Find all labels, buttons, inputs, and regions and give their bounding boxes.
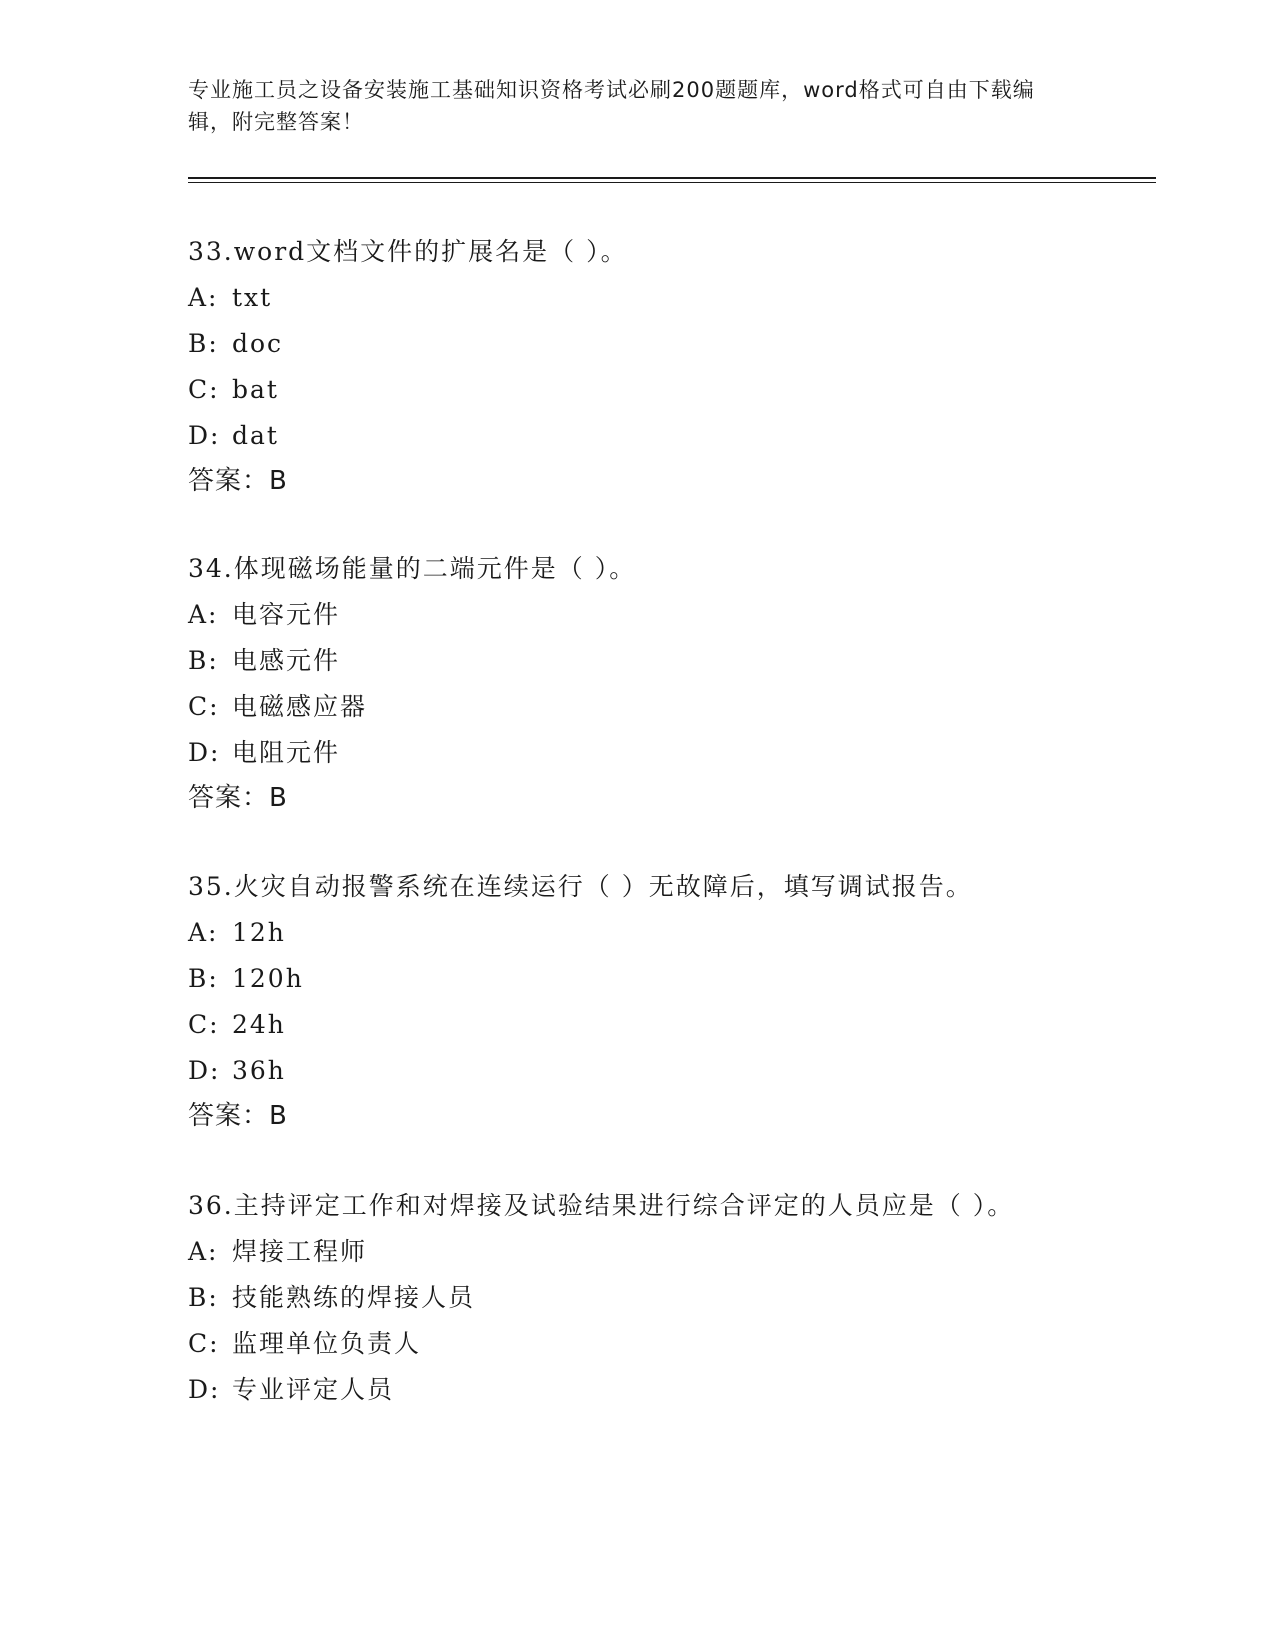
option-text: 监理单位负责人 — [232, 1329, 422, 1358]
question-34 — [188, 546, 1088, 820]
option-text: dat — [232, 421, 279, 450]
option-text: 电阻元件 — [232, 738, 341, 767]
option-text: 12h — [232, 918, 286, 947]
question-stem: 34.体现磁场能量的二端元件是（ ）。 — [188, 554, 637, 583]
option-a — [188, 1229, 1058, 1275]
option-b — [188, 1275, 1058, 1321]
option-c — [188, 1002, 1088, 1048]
option-c — [188, 684, 1088, 730]
header-divider-thick — [188, 177, 1156, 179]
option-text: 电磁感应器 — [232, 692, 368, 721]
question-stem: 35.火灾自动报警系统在连续运行（ ）无故障后，填写调试报告。 — [188, 872, 973, 901]
answer-line: 答案：B — [188, 783, 288, 813]
option-text: 焊接工程师 — [232, 1237, 368, 1266]
option-text: 技能熟练的焊接人员 — [232, 1283, 476, 1312]
option-b — [188, 321, 1088, 367]
option-label: C: — [188, 375, 220, 404]
option-text: 电容元件 — [232, 600, 341, 629]
question-35 — [188, 864, 1088, 1138]
option-label: D: — [188, 1056, 221, 1085]
option-b — [188, 638, 1088, 684]
option-label: D: — [188, 738, 221, 767]
option-text: txt — [232, 283, 273, 312]
option-label: D: — [188, 421, 221, 450]
option-a — [188, 910, 1088, 956]
option-text: doc — [232, 329, 284, 358]
option-text: 36h — [232, 1056, 286, 1085]
question-36 — [188, 1183, 1058, 1413]
option-label: B: — [188, 964, 219, 993]
document-header-title: 专业施工员之设备安装施工基础知识资格考试必刷200题题库，word格式可自由下载编辑，附完整答案！ — [188, 78, 1035, 134]
option-d — [188, 1367, 1058, 1413]
option-label: B: — [188, 646, 219, 675]
option-text: 专业评定人员 — [232, 1375, 395, 1404]
option-label: A: — [188, 918, 219, 947]
option-b — [188, 956, 1088, 1002]
option-a — [188, 275, 1088, 321]
question-stem: 36.主持评定工作和对焊接及试验结果进行综合评定的人员应是（ ）。 — [188, 1191, 1015, 1220]
option-a — [188, 592, 1088, 638]
option-text: bat — [232, 375, 279, 404]
option-label: C: — [188, 1329, 220, 1358]
option-c — [188, 1321, 1058, 1367]
option-d — [188, 413, 1088, 459]
answer-line: 答案：B — [188, 466, 288, 496]
option-label: B: — [188, 329, 219, 358]
option-text: 电感元件 — [232, 646, 341, 675]
option-label: C: — [188, 1010, 220, 1039]
option-label: B: — [188, 1283, 219, 1312]
option-d — [188, 1048, 1088, 1094]
option-label: D: — [188, 1375, 221, 1404]
option-label: A: — [188, 1237, 219, 1266]
header-divider-thin — [188, 182, 1156, 183]
question-stem: 33.word文档文件的扩展名是（ ）。 — [188, 237, 628, 266]
answer-line: 答案：B — [188, 1101, 288, 1131]
option-text: 120h — [232, 964, 304, 993]
option-label: A: — [188, 283, 219, 312]
option-text: 24h — [232, 1010, 286, 1039]
question-33 — [188, 229, 1088, 503]
option-label: A: — [188, 600, 219, 629]
option-label: C: — [188, 692, 220, 721]
option-d — [188, 730, 1088, 776]
option-c — [188, 367, 1088, 413]
